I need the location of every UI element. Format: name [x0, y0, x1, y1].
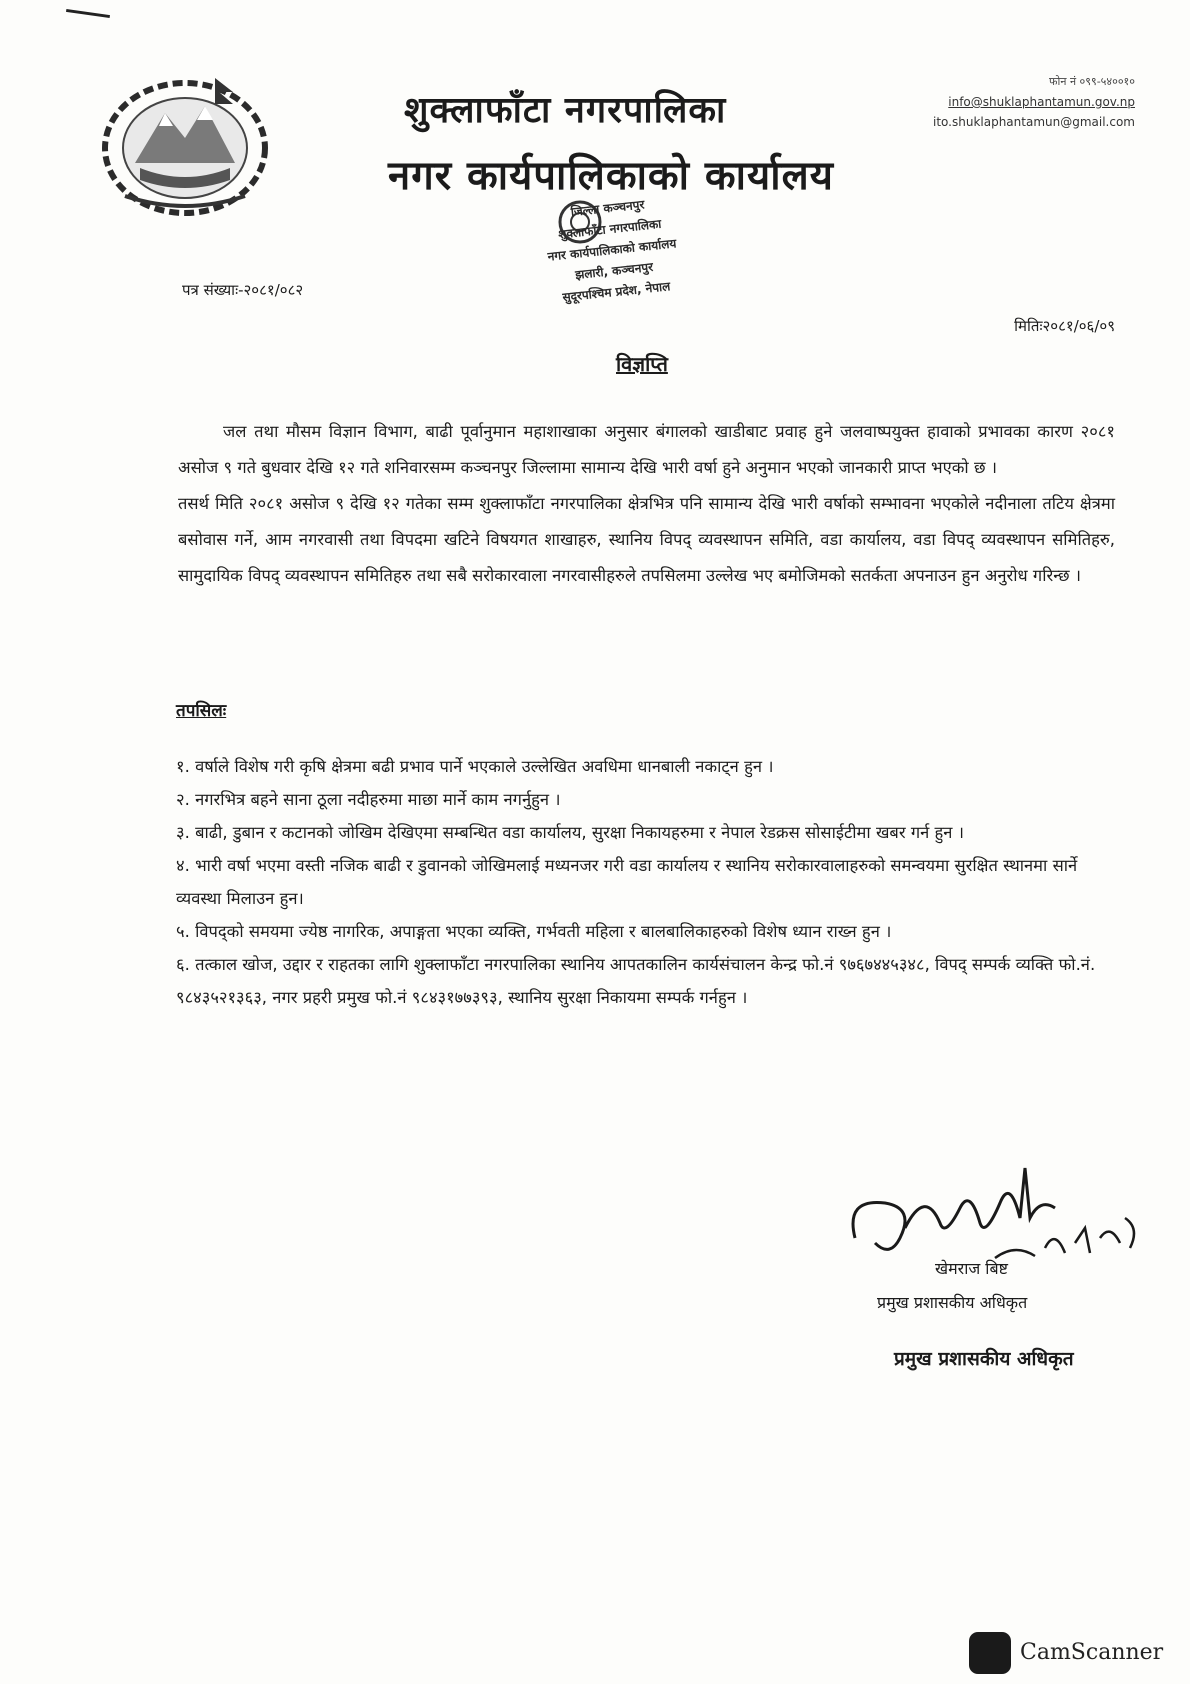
- municipality-name: शुक्लाफाँटा नगरपालिका: [404, 90, 727, 131]
- seal-line: नगर कार्यपालिकाको कार्यालय: [546, 236, 677, 264]
- signatory-title: प्रमुख प्रशासकीय अधिकृत: [877, 1293, 1028, 1312]
- contact-phone: फोन नं ०९९-५४००१०: [1049, 75, 1135, 88]
- seal-line: सुदूरपश्चिम प्रदेश, नेपाल: [561, 279, 671, 305]
- office-name: नगर कार्यपालिकाको कार्यालय: [388, 153, 834, 199]
- signature-icon: [845, 1148, 1145, 1268]
- seal-line: झलारी, कञ्चनपुर: [574, 259, 654, 282]
- body-paragraph-1: जल तथा मौसम विज्ञान विभाग, बाढी पूर्वानुमान महाशाखाका अनुसार बंगालको खाडीबाट प्रवाह हुने जलवाष्पयुक्त हावाको प्रभावका कारण २०८१ असोज ९ गते बुधवार देखि १२ गते शनिवारसम्म कञ्चनपुर जिल्लामा सामान्य देखि भारी वर्षा हुने अनुमान भएको जानकारी प्राप्त भएको छ ।: [178, 422, 1115, 477]
- reference-number: पत्र संख्याः-२०८१/०८२: [182, 281, 304, 299]
- contact-email-it[interactable]: ito.shuklaphantamun@gmail.com: [933, 115, 1135, 129]
- list-item: ३. बाढी, डुबान र कटानको जोखिम देखिएमा सम्बन्धित वडा कार्यालय, सुरक्षा निकायहरुमा र नेपाल रेडक्रस सोसाईटीमा खबर गर्न हुन ।: [176, 823, 964, 842]
- office-seal-text: [509, 188, 715, 313]
- list-item: ४. भारी वर्षा भएमा वस्ती नजिक बाढी र डुवानको जोखिमलाई मध्यनजर गरी वडा कार्यालय र स्थानिय सरोकारवालाहरुको समन्वयमा सुरक्षित स्थानमा सार्ने व्यवस्था मिलाउन हुन।: [176, 856, 1078, 908]
- signatory-stamp: प्रमुख प्रशासकीय अधिकृत: [894, 1348, 1074, 1370]
- contact-email-official[interactable]: info@shuklaphantamun.gov.np: [948, 95, 1135, 109]
- list-item: १. वर्षाले विशेष गरी कृषि क्षेत्रमा बढी प्रभाव पार्ने भएकाले उल्लेखित अवधिमा धानबाली नकाट्न हुन ।: [176, 757, 774, 776]
- letter-date: मितिः२०८१/०६/०९: [1014, 317, 1115, 335]
- camscanner-logo-icon: [969, 1632, 1011, 1674]
- camscanner-watermark: CamScanner: [1020, 1640, 1164, 1665]
- body-paragraph-2: तसर्थ मिति २०८१ असोज ९ देखि १२ गतेका सम्म शुक्लाफाँटा नगरपालिका क्षेत्रभित्र पनि सामान्य देखि भारी वर्षाको सम्भावना भएकोले नदीनाला तटिय क्षेत्रमा बसोवास गर्ने, आम नगरवासी तथा विपदमा खटिने विषयगत शाखाहरु, स्थानिय विपद् व्यवस्थापन समिति, वडा कार्यालय, वडा विपद् व्यवस्थापन समितिहरु, सामुदायिक विपद् व्यवस्थापन समितिहरु तथा सबै सरोकारवाला नगरवासीहरुले तपसिलमा उल्लेख भए बमोजिमको सतर्कता अपनाउन हुन अनुरोध गरिन्छ ।: [178, 494, 1115, 585]
- notice-body: [178, 414, 1115, 594]
- details-label: तपसिलः: [176, 701, 227, 721]
- contact-block: [933, 72, 1135, 132]
- list-item: २. नगरभित्र बहने साना ठूला नदीहरुमा माछा मार्ने काम नगर्नुहुन ।: [176, 790, 561, 809]
- list-item: ५. विपद्को समयमा ज्येष्ठ नागरिक, अपाङ्गता भएका व्यक्ति, गर्भवती महिला र बालबालिकाहरुको विशेष ध्यान राख्न हुन ।: [176, 922, 892, 941]
- seal-line: शुक्लाफाँटा नगरपालिका: [557, 216, 662, 242]
- notice-heading: विज्ञप्ति: [616, 352, 668, 376]
- list-item: ६. तत्काल खोज, उद्दार र राहतका लागि शुक्लाफाँटा नगरपालिका स्थानिय आपतकालिन कार्यसंचालन केन्द्र फो.नं ९७६७४४५३४८, विपद् सम्पर्क व्यक्ति फो.नं. ९८४३५२१३६३, नगर प्रहरी प्रमुख फो.नं ९८४३१७७३९३, स्थानिय सुरक्षा निकायमा सम्पर्क गर्नहुन ।: [176, 955, 1096, 1007]
- signatory-name: खेमराज बिष्ट: [935, 1259, 1008, 1278]
- nepal-emblem-icon: [95, 68, 275, 218]
- seal-line: जिल्ला कञ्चनपुर: [570, 197, 646, 220]
- details-list: [176, 750, 1111, 1014]
- scan-mark: [66, 9, 110, 18]
